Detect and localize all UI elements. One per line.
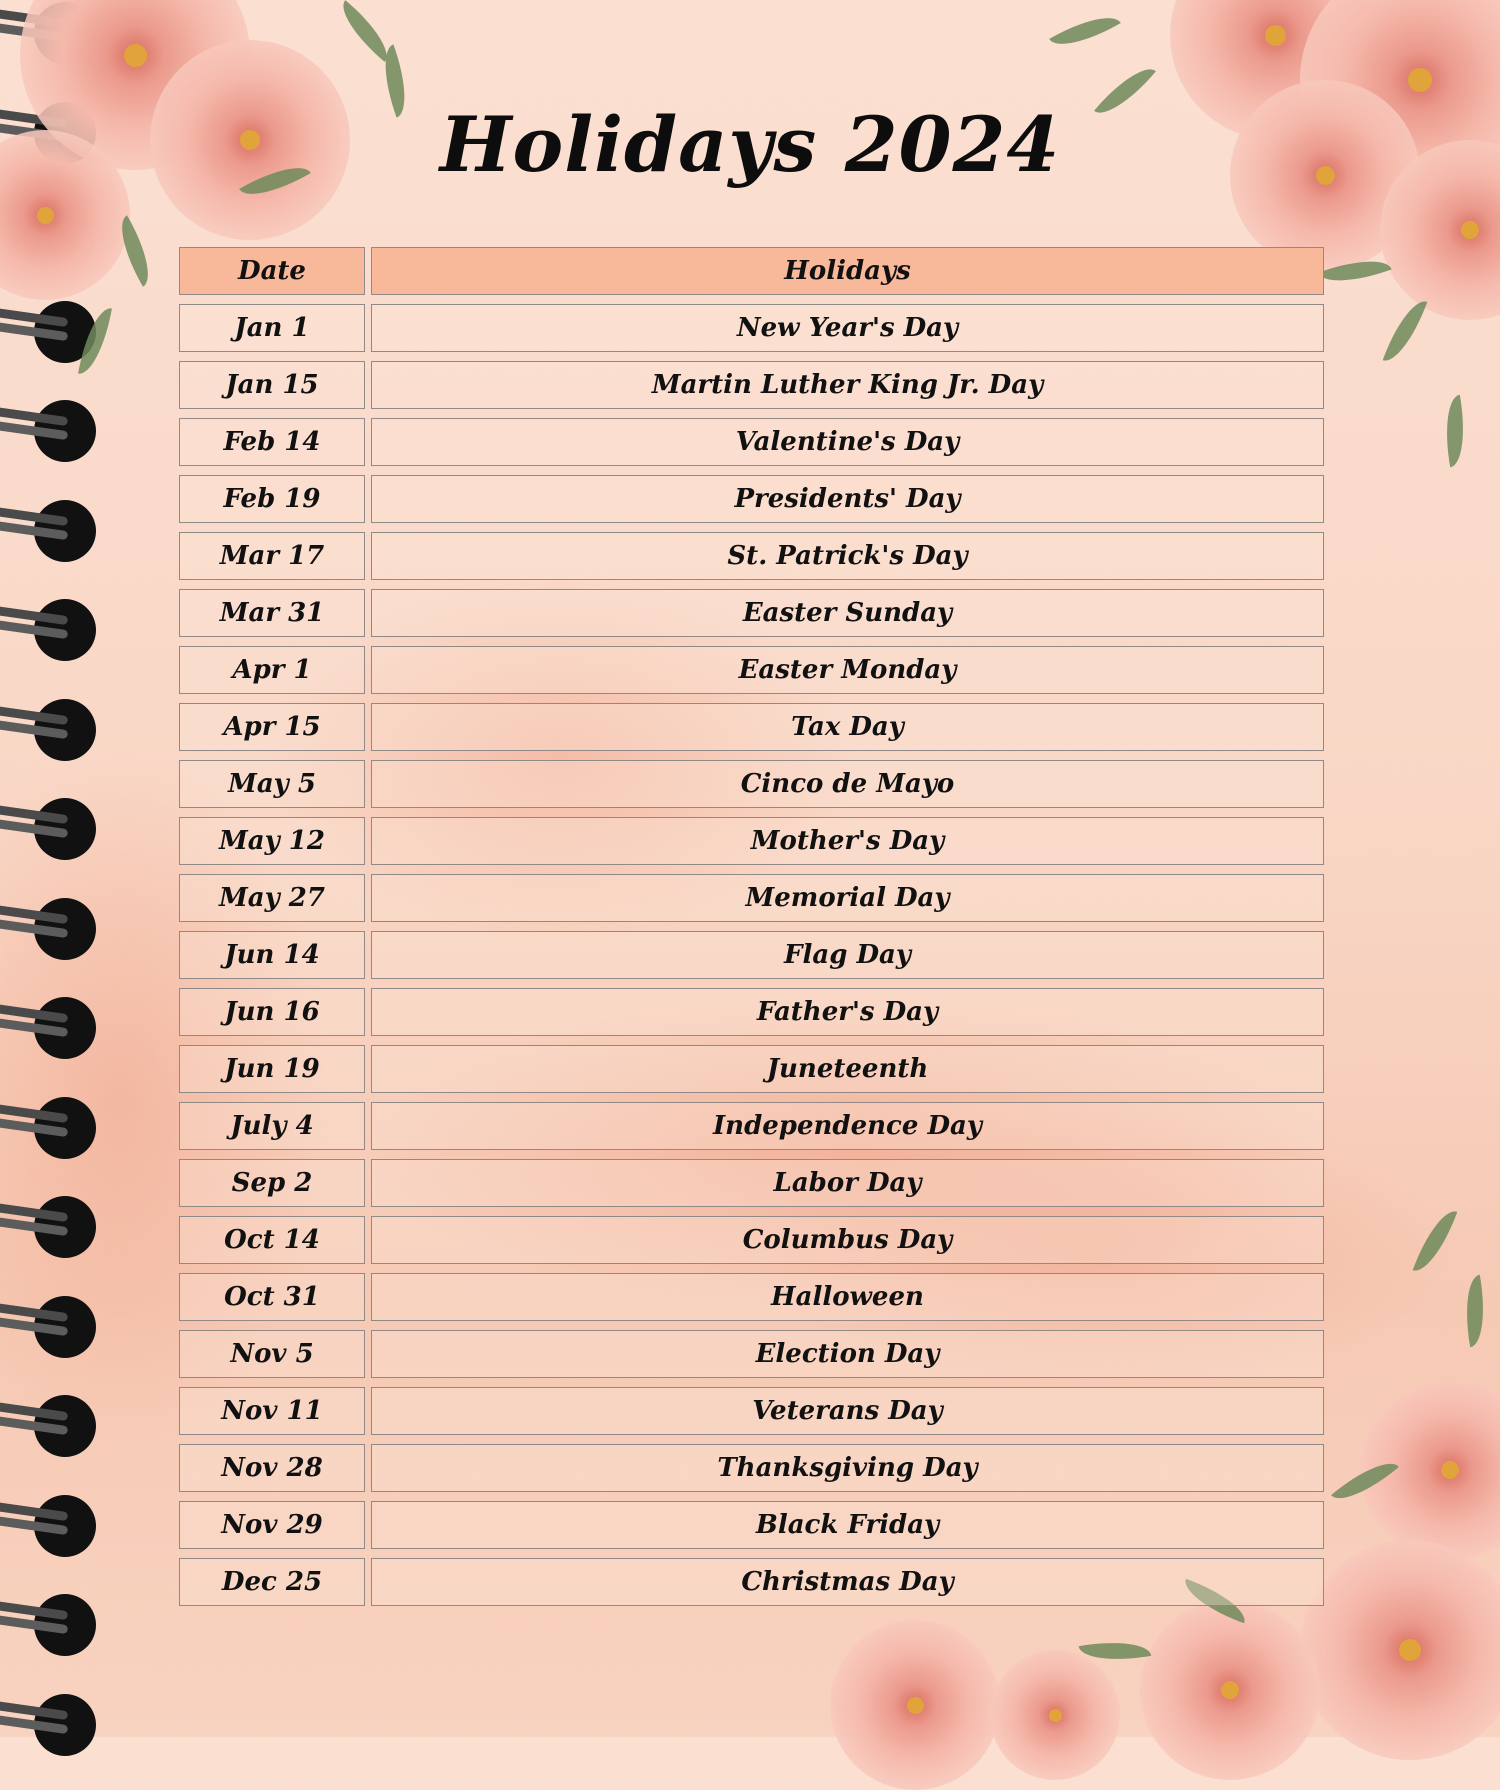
table-row	[179, 475, 1324, 525]
holiday-date: Jun 16	[179, 988, 365, 1036]
holiday-date: May 5	[179, 760, 365, 808]
holiday-name: Tax Day	[371, 703, 1324, 751]
holiday-date: Nov 5	[179, 1330, 365, 1378]
table-row	[179, 1444, 1324, 1494]
holiday-name: Presidents' Day	[371, 475, 1324, 523]
spiral-ring	[0, 1194, 100, 1258]
table-row	[179, 589, 1324, 639]
holiday-name: Easter Monday	[371, 646, 1324, 694]
table-row	[179, 418, 1324, 468]
holiday-date: Oct 14	[179, 1216, 365, 1264]
holiday-date: July 4	[179, 1102, 365, 1150]
holiday-name: St. Patrick's Day	[371, 532, 1324, 580]
table-row	[179, 817, 1324, 867]
table-row	[179, 532, 1324, 582]
table-row	[179, 1330, 1324, 1380]
holiday-date: May 12	[179, 817, 365, 865]
holiday-name: Election Day	[371, 1330, 1324, 1378]
holiday-name: Martin Luther King Jr. Day	[371, 361, 1324, 409]
table-row	[179, 1273, 1324, 1323]
table-row	[179, 1159, 1324, 1209]
page-title: Holidays 2024	[439, 100, 1061, 189]
table-row	[179, 1216, 1324, 1266]
holiday-name: Memorial Day	[371, 874, 1324, 922]
holiday-date: Mar 17	[179, 532, 365, 580]
holiday-name: Easter Sunday	[371, 589, 1324, 637]
holiday-date: Feb 14	[179, 418, 365, 466]
table-row	[179, 1387, 1324, 1437]
table-row	[179, 1501, 1324, 1551]
holiday-date: Apr 15	[179, 703, 365, 751]
holiday-name: Flag Day	[371, 931, 1324, 979]
header-holidays: Holidays	[371, 247, 1324, 295]
spiral-ring	[0, 1294, 100, 1358]
holiday-date: Dec 25	[179, 1558, 365, 1606]
holiday-date: Oct 31	[179, 1273, 365, 1321]
table-row	[179, 304, 1324, 354]
table-row	[179, 1045, 1324, 1095]
table-header-row	[179, 247, 1324, 297]
holiday-date: Mar 31	[179, 589, 365, 637]
holiday-date: Jan 15	[179, 361, 365, 409]
holiday-name: Independence Day	[371, 1102, 1324, 1150]
header-date: Date	[179, 247, 365, 295]
holiday-name: Halloween	[371, 1273, 1324, 1321]
holidays-table	[179, 247, 1324, 1615]
table-row	[179, 931, 1324, 981]
spiral-ring	[0, 697, 100, 761]
holiday-name: Black Friday	[371, 1501, 1324, 1549]
holiday-date: Sep 2	[179, 1159, 365, 1207]
holiday-date: Jun 19	[179, 1045, 365, 1093]
holiday-date: Jun 14	[179, 931, 365, 979]
holiday-name: Christmas Day	[371, 1558, 1324, 1606]
spiral-ring	[0, 896, 100, 960]
table-row	[179, 646, 1324, 696]
spiral-ring	[0, 1592, 100, 1656]
holiday-name: Columbus Day	[371, 1216, 1324, 1264]
table-body	[179, 304, 1324, 1608]
holiday-date: Jan 1	[179, 304, 365, 352]
holiday-name: Veterans Day	[371, 1387, 1324, 1435]
holiday-name: Thanksgiving Day	[371, 1444, 1324, 1492]
spiral-ring	[0, 995, 100, 1059]
holiday-name: Mother's Day	[371, 817, 1324, 865]
holiday-name: Father's Day	[371, 988, 1324, 1036]
table-row	[179, 760, 1324, 810]
holiday-name: Cinco de Mayo	[371, 760, 1324, 808]
spiral-ring	[0, 796, 100, 860]
holiday-date: Nov 29	[179, 1501, 365, 1549]
spiral-ring	[0, 1692, 100, 1756]
holiday-date: May 27	[179, 874, 365, 922]
holiday-name: New Year's Day	[371, 304, 1324, 352]
spiral-ring	[0, 1095, 100, 1159]
table-row	[179, 703, 1324, 753]
spiral-ring	[0, 597, 100, 661]
holiday-date: Apr 1	[179, 646, 365, 694]
table-row	[179, 361, 1324, 411]
spiral-ring	[0, 398, 100, 462]
spiral-ring	[0, 1493, 100, 1557]
table-row	[179, 1558, 1324, 1608]
spiral-ring	[0, 1393, 100, 1457]
holiday-date: Nov 11	[179, 1387, 365, 1435]
spiral-ring	[0, 498, 100, 562]
table-row	[179, 988, 1324, 1038]
holiday-name: Juneteenth	[371, 1045, 1324, 1093]
holiday-date: Feb 19	[179, 475, 365, 523]
table-row	[179, 1102, 1324, 1152]
holiday-date: Nov 28	[179, 1444, 365, 1492]
table-row	[179, 874, 1324, 924]
holiday-name: Valentine's Day	[371, 418, 1324, 466]
holiday-name: Labor Day	[371, 1159, 1324, 1207]
